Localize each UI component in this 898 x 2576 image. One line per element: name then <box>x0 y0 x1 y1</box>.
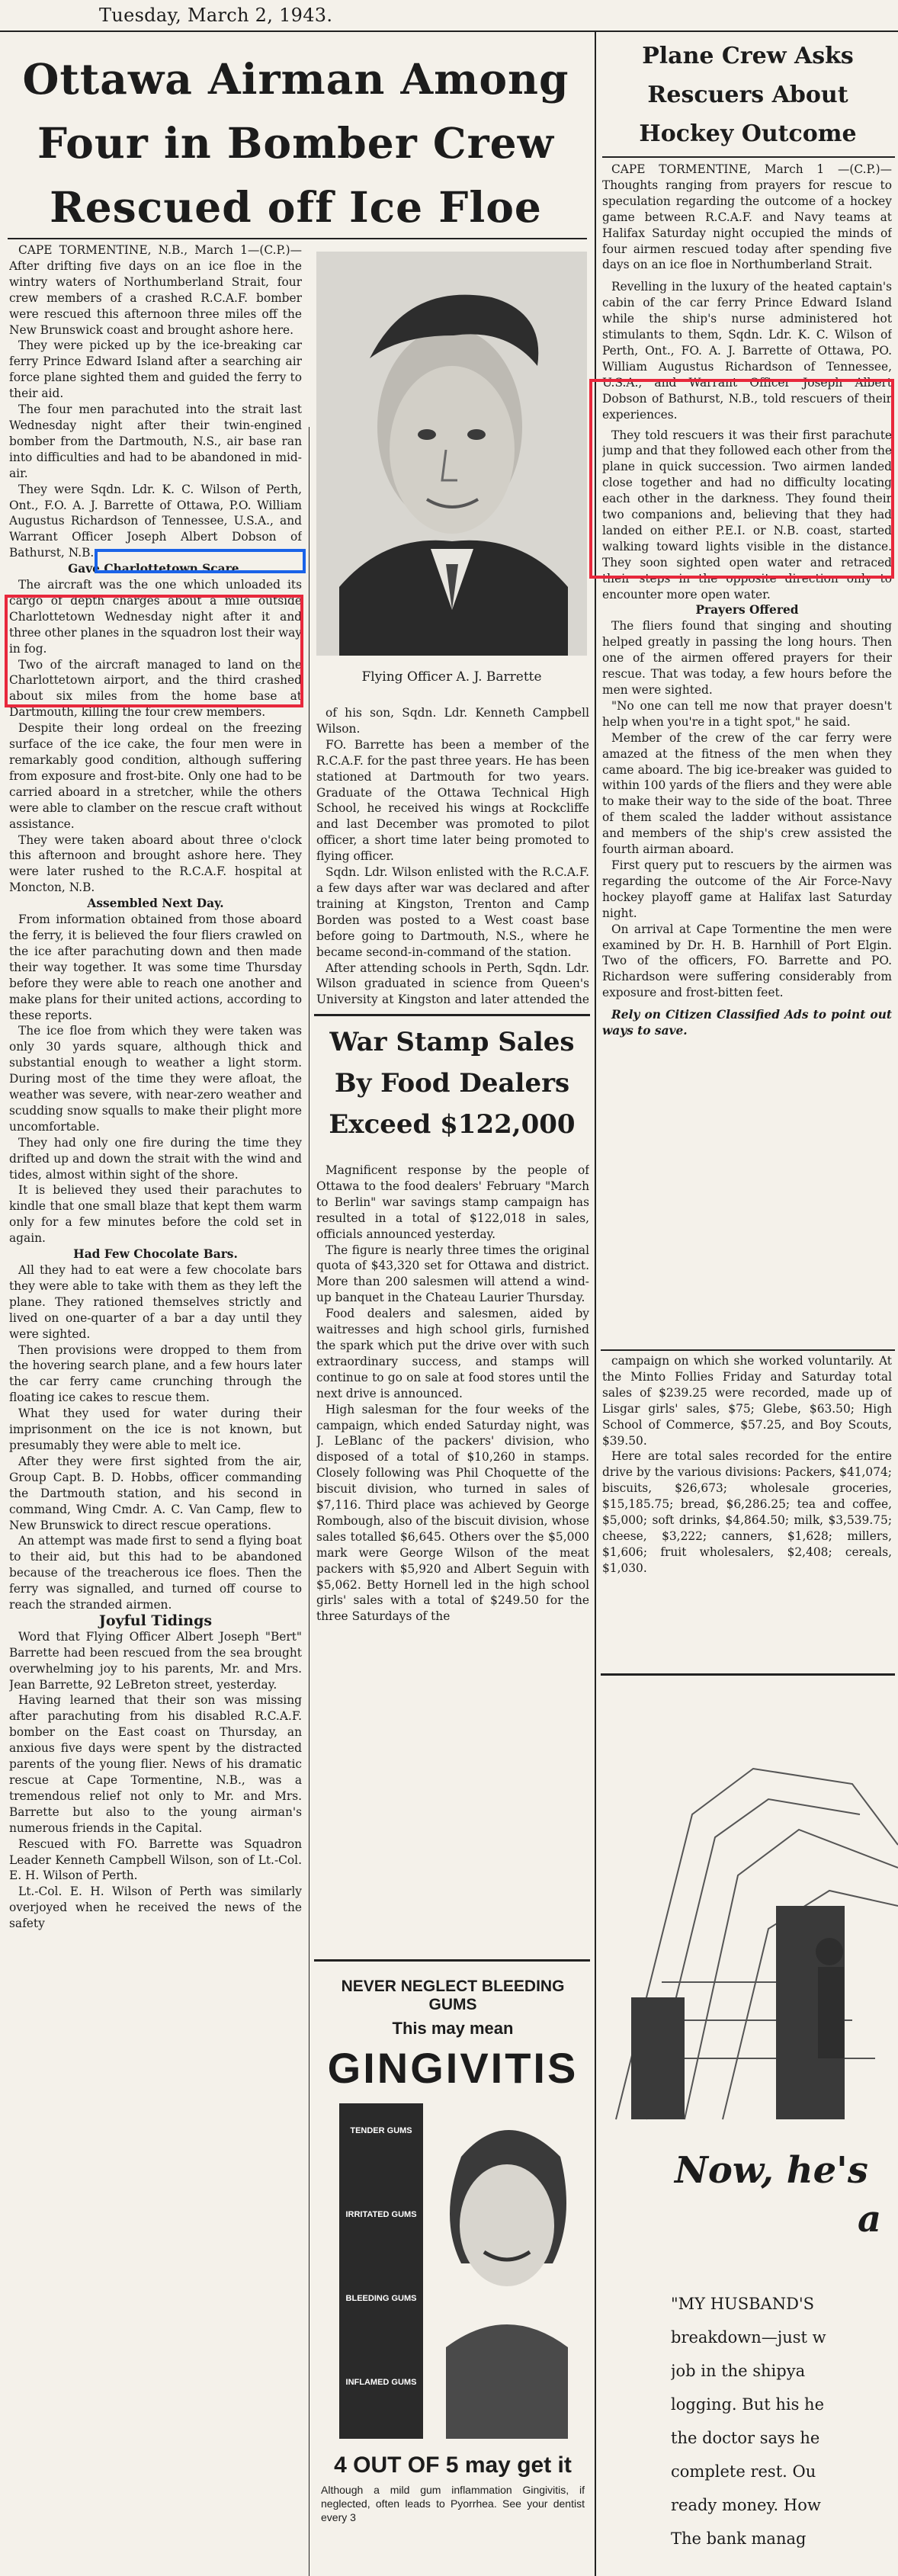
gum-panel <box>339 2103 423 2439</box>
paragraph: The four men parachuted into the strait last Wednesday night after their twin-engined bomber from the Dartmouth, N.S., air base ran into difficulties and had to be abandoned in mid-air. <box>9 403 302 480</box>
paragraph: CAPE TORMENTINE, March 1 —(C.P.)—Thoughts ranging from prayers for rescue to speculation regarding the outcome of a hockey game between R.C.A.F. and Navy teams at Halifax Saturday night occupied the minds of four airmen rescued today after spending five days on an ice floe in Northumberland Strait. <box>602 162 892 272</box>
paragraph: Magnificent response by the people of Ottawa to the food dealers' February "March to Berlin" war savings stamp campaign has resulted in a total of $122,018 in sales, officials announced yesterday. <box>316 1163 589 1241</box>
ad-line: complete rest. Ou <box>671 2462 816 2481</box>
subheading: Prayers Offered <box>695 603 799 618</box>
paragraph: After attending schools in Perth, Sqdn. Ldr. Wilson graduated in science from Queen's University at Kingston and later attended the <box>316 961 589 1007</box>
section-rule <box>601 1673 895 1676</box>
war-stamp-headline <box>314 1022 590 1145</box>
ad-illustration <box>316 2103 589 2446</box>
ad-script-line: a <box>858 2198 882 2241</box>
paragraph: First query put to rescuers by the airmen was regarding the outcome of the Air Force-Navy hockey playoff game at Halifax last Saturday night. <box>602 858 892 920</box>
subheading: Joyful Tidings <box>98 1612 213 1629</box>
ad-line: breakdown—just w <box>671 2328 826 2347</box>
paragraph: Lt.-Col. E. H. Wilson of Perth was similarly overjoyed when he received the news of the safety <box>9 1885 302 1931</box>
paragraph: They were Sqdn. Ldr. K. C. Wilson of Perth, Ont., F.O. A. J. Barrette of Ottawa, P.O. William Augustus Richardson of Tennessee, U.S.A., and Warrant Officer Joseph Albert Dobson of Bathurst, N.B. <box>9 482 302 560</box>
ad-script-line: Now, he's <box>675 2149 868 2192</box>
subheading: Had Few Chocolate Bars. <box>73 1247 238 1262</box>
ad-title: GINGIVITIS <box>327 2044 579 2092</box>
paragraph: The figure is nearly three times the original quota of $43,320 set for Ottawa and district. More than 200 salesmen will attend a wind-up banquet in the Chateau Laurier Thursday. <box>316 1243 589 1305</box>
headline-line: Rescued off Ice Floe <box>50 182 542 232</box>
headline-rule <box>8 238 587 239</box>
headline-rule <box>602 156 895 158</box>
subheading: Assembled Next Day. <box>87 897 224 911</box>
main-story-col2 <box>316 705 589 1010</box>
ad-stat: 4 OUT OF 5 may get it <box>334 2452 572 2478</box>
highlight-box <box>95 549 306 573</box>
airman-portrait-photo <box>316 252 587 656</box>
ad-line: job in the shipya <box>671 2362 806 2380</box>
paragraph: FO. Barrette has been a member of the R.C.A.F. for the past three years. He has been stationed at Dartmouth for two years. Graduate of the Ottawa Technical High School, he received his wings at Rockcliffe and last December was promoted to pilot officer, a short time later being promoted to flying officer. <box>316 737 589 864</box>
paragraph: Word that Flying Officer Albert Joseph "Bert" Barrette had been rescued from the sea brought overwhelming joy to his parents, Mr. and Mrs. Jean Barrette, 92 LeBreton street, yesterday. <box>9 1629 302 1692</box>
paragraph: They were picked up by the ice-breaking car ferry Prince Edward Island after a searching air force plane sighted them and guided the ferry to their aid. <box>9 338 302 401</box>
paragraph: They had only one fire during the time they drifted up and down the strait with the wind and tides, almost within sight of the shore. <box>9 1135 302 1182</box>
war-stamp-col-continued <box>602 1353 892 1727</box>
paragraph: Two of the aircraft managed to land on the Charlottetown airport, and the third crashed about six miles from the home base at Dartmouth, killing the four crew members. <box>9 657 302 720</box>
paragraph: Having learned that their son was missing after parachuting from his disabled R.C.A.F. bomber on the East coast on Thursday, an anxious five days were spent by the distracted parents of the young flier. News of his dramatic rescue at Cape Tormentine, N.B., was a tremendous relief not only to Mr. and Mrs. Barrette but also to the young airman's numerous friends in the Capital. <box>9 1693 302 1835</box>
classified-promo: Rely on Citizen Classified Ads to point out ways to save. <box>602 1008 892 1038</box>
paragraph: Revelling in the luxury of the heated captain's cabin of the car ferry Prince Edward Island while the ship's nurse administered hot stimulants to them, Sqdn. Ldr. K. C. Wilson of Perth, Ont., FO. A. J. Barrette of Ottawa, PO. William Augustus Richardson of Tennessee, U.S.A., and Warrant Officer Joseph Albert Dobson of Bathurst, N.B., told rescuers of their experiences. <box>602 280 892 422</box>
gum-label: IRRITATED GUMS <box>345 2210 417 2219</box>
shipyard-illustration <box>601 1677 898 2135</box>
ad-line: "MY HUSBAND'S <box>671 2295 815 2313</box>
headline-line: Rescuers About <box>647 82 848 108</box>
paragraph: An attempt was made first to send a flying boat to their aid, but this had to be abandoned because of the treacherous ice floes. Then the ferry was signalled, and turned off course to reach the stranded airmen. <box>9 1534 302 1612</box>
dateline-bar <box>0 2 898 29</box>
ad-small-text: Although a mild gum inflammation Gingivitis, if neglected, often leads to Pyorrhea. See your dentist every 3 <box>321 2484 585 2523</box>
top-rule <box>0 30 898 32</box>
main-story-col1 <box>9 242 302 2572</box>
paragraph: Despite their long ordeal on the freezing surface of the ice cake, the four men were in remarkably good condition, although suffering from exposure and frost-bite. Only one had to be carried aboard in a stretcher, while the others were able to clamber on the rescue craft without assistance. <box>9 721 302 831</box>
woman-smiling-illustration <box>431 2111 583 2439</box>
paragraph: All they had to eat were a few chocolate bars they were able to take with them as they left the plane. They rationed themselves strictly and lived on one-quarter of a bar a day until they were sighted. <box>9 1263 302 1341</box>
paragraph: CAPE TORMENTINE, N.B., March 1—(C.P.)—After drifting five days on an ice floe in the wintry waters of Northumberland Strait, four crew members of a crashed R.C.A.F. bomber were rescued this afternoon three miles off the New Brunswick coast and brought ashore here. <box>9 243 302 337</box>
paragraph: From information obtained from those aboard the ferry, it is believed the four fliers crawled on the ice after parachuting down and then made their way together. It was some time Thursday before they were able to reach one another and make plans for their united actions, according to these reports. <box>9 913 302 1022</box>
paragraph: High salesman for the four weeks of the campaign, which ended Saturday night, was J. LeBlanc of the packers' division, who disposed of a total of $10,260 in stamps. Closely following was Phil Choquette of the biscuit division, who turned in sales of $7,116. Third place was achieved by George Rombough, also of the biscuit division, whose sales totalled $6,645. Others over the $5,000 mark were George Wilson of the meat packers with $5,920 and Albert Seguin with $5,062. Betty Hornell led in the high school girls' sales with a total of $249.50 for the three Saturdays of the <box>316 1402 589 1624</box>
headline-line: Hockey Outcome <box>639 120 857 147</box>
paragraph: Rescued with FO. Barrette was Squadron Leader Kenneth Campbell Wilson, son of Lt.-Col. E. H. Wilson of Perth. <box>9 1837 302 1883</box>
ad-line: The bank manag <box>671 2529 807 2548</box>
gum-label: BLEEDING GUMS <box>345 2294 417 2303</box>
paragraph: They told rescuers it was their first parachute jump and that they followed each other from the plane in quick succession. Two airmen landed close together and had no difficulty locating each other in the darkness. They found their two companions and, believing that they had landed on either P.E.I. or N.B. coast, started walking toward lights visible in the distance. They soon sighted open water and retraced their steps in the opposite direction only to encounter more open water. <box>602 428 892 601</box>
section-rule <box>314 1959 590 1962</box>
paragraph: The aircraft was the one which unloaded its cargo of depth charges about a mile outside Charlottetown Wednesday night after it and three other planes in the squadron lost their way in fog. <box>9 578 302 656</box>
paragraph: They were taken aboard about three o'clock this afternoon and brought ashore here. They were later rushed to the R.C.A.F. hospital at Moncton, N.B. <box>9 832 302 895</box>
plane-crew-headline <box>601 37 895 153</box>
headline-line: Ottawa Airman Among <box>22 54 569 104</box>
paragraph: Member of the crew of the car ferry were amazed at the fitness of the men when they came aboard. The big ice-breaker was guided to within 100 yards of the fliers and they were able to make their way to the side of the boat. Three of them scaled the ladder without assistance and members of the ship's crew assisted the fourth airman aboard. <box>602 730 892 857</box>
section-rule <box>601 1349 895 1351</box>
ad-line: logging. But his he <box>671 2395 824 2414</box>
paragraph: Food dealers and salesmen, aided by waitresses and high school girls, furnished the spark which put the drive over with such extraordinary success, and stamps will continue to go on sale at food stores until the next drive is announced. <box>316 1307 589 1400</box>
paragraph: Here are total sales recorded for the entire drive by the various divisions: Packers, $41,074; biscuits, $26,673; wholesale groceries, $15,185.75; bread, $6,286.25; tea and coffee, $5,000; soft drinks, $4,864.50; milk, $3,539.75; cheese, $3,222; canners, $1,628; millers, $1,606; fruit wholesalers, $2,408; cereals, $1,030. <box>602 1449 892 1575</box>
headline-line: Plane Crew Asks <box>642 43 854 69</box>
ad-line: NEVER NEGLECT BLEEDING GUMS <box>341 1978 565 2013</box>
gum-label: TENDER GUMS <box>350 2126 412 2135</box>
paragraph: The fliers found that singing and shouting helped greatly in passing the long hours. Then one of the airmen offered prayers for their rescue. That was today, a few hours before the men were sighted. <box>602 619 892 697</box>
subheading: Gave Charlottetown Scare. <box>68 562 243 576</box>
headline-line: Exceed $122,000 <box>329 1109 576 1140</box>
plane-crew-col <box>602 162 892 1351</box>
highlight-box <box>5 595 303 707</box>
paragraph: Then provisions were dropped to them from the hovering search plane, and a few hours later the car ferry came crunching through the floating ice cakes to rescue them. <box>9 1343 302 1405</box>
dateline: Tuesday, March 2, 1943. <box>99 5 333 26</box>
war-stamp-col <box>316 1163 589 1769</box>
paragraph: The ice floe from which they were taken was only 30 yards square, although thick and substantial enough to weather a light storm. During most of the time they were afloat, the weather was severe, with near-zero weather and scudding snow squalls to make their plight more uncomfortable. <box>9 1024 302 1134</box>
paragraph: What they used for water during their imprisonment on the ice is not known, but presumably they were able to melt ice. <box>9 1407 302 1452</box>
paragraph: On arrival at Cape Tormentine the men were examined by Dr. H. B. Harnhill of Port Elgin. Two of the officers, FO. Barrette and PO. Richardson were suffering considerably from exposure and frost-bitten feet. <box>602 922 892 1000</box>
gum-label: INFLAMED GUMS <box>345 2378 417 2387</box>
main-headline <box>6 47 585 239</box>
paragraph: "No one can tell me now that prayer doesn't help when you're in a tight spot," he said. <box>602 698 892 729</box>
photo-caption: Flying Officer A. J. Barrette <box>361 669 542 685</box>
paragraph: Sqdn. Ldr. Wilson enlisted with the R.C.A.F. a few days after war was declared and after training at Kingston, Trenton and Camp Borden was posted to a West coast base before going to Dartmouth, N.S., where he became second-in-command of the station. <box>316 865 589 959</box>
paragraph: of his son, Sqdn. Ldr. Kenneth Campbell Wilson. <box>316 706 589 736</box>
headline-line: Four in Bomber Crew <box>37 118 554 168</box>
ad-line: This may mean <box>392 2019 514 2038</box>
ad-right-body <box>671 2287 898 2555</box>
paragraph: campaign on which she worked voluntarily. At the Minto Follies Friday and Saturday total sales of $239.25 were recorded, made up of Lisgar girls' sales, $75; Glebe, $63.50; High School of Commerce, $57.25, and Boy Scouts, $39.50. <box>602 1354 892 1448</box>
headline-line: War Stamp Sales <box>329 1027 575 1057</box>
ad-line: ready money. How <box>671 2496 821 2514</box>
headline-line: By Food Dealers <box>334 1068 570 1099</box>
gingivitis-ad <box>316 1967 589 2576</box>
ad-script-headline <box>675 2146 896 2244</box>
highlight-box <box>589 379 894 579</box>
paragraph: After they were first sighted from the air, Group Capt. B. D. Hobbs, officer commanding the Dartmouth station, and his second in command, Wing Cmdr. A. C. Van Camp, flew to New Brunswick to direct rescue operations. <box>9 1454 302 1532</box>
section-rule <box>314 1014 590 1016</box>
paragraph: It is believed they used their parachutes to kindle that one small blaze that kept them warm only for a few minutes before the cold set in again. <box>9 1183 302 1246</box>
ad-line: the doctor says he <box>671 2429 820 2447</box>
